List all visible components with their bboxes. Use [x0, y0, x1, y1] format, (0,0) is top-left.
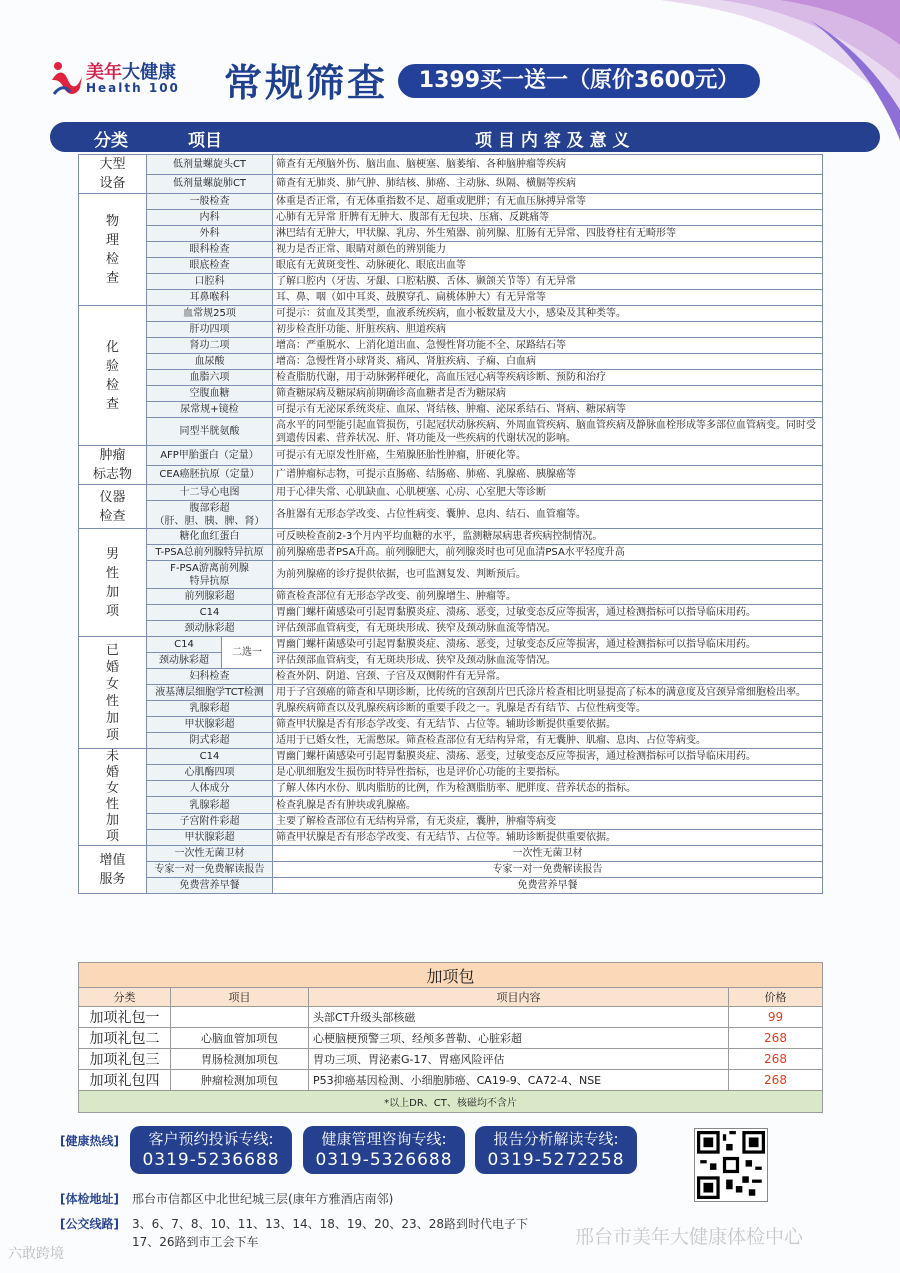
table-row — [79, 226, 823, 242]
category-unmarried-female: 未 婚 女 性 加 项 — [79, 749, 147, 846]
item-cell: C14 — [147, 637, 222, 653]
content-cell: 淋巴结有无肿大，甲状腺、乳房、外生殖器、前列腺、肛肠有无异常、四肢脊柱有无畸形等 — [273, 226, 823, 242]
content-cell: 增高：急慢性肾小球肾炎、痛风、肾脏疾病、子痫、白血病 — [273, 354, 823, 370]
table-row — [79, 653, 823, 669]
item-cell: 眼底检查 — [147, 258, 273, 274]
addon-note-row — [79, 1091, 823, 1113]
hotline-title: 客户预约投诉专线: — [148, 1130, 274, 1148]
item-cell: 耳鼻喉科 — [147, 290, 273, 306]
item-cell: 乳腺彩超 — [147, 797, 273, 813]
category-married-female: 已 婚 女 性 加 项 — [79, 637, 147, 749]
category-value-added: 增值 服务 — [79, 846, 147, 894]
item-cell: 专家一对一免费解读报告 — [147, 862, 273, 878]
content-cell: 前列腺癌患者PSA升高。前列腺肥大，前列腺炎时也可见血清PSA水平轻度升高 — [273, 545, 823, 561]
item-cell: 液基薄层细胞学TCT检测 — [147, 685, 273, 701]
table-row — [79, 386, 823, 402]
content-cell: 广谱肿瘤标志物，可提示直肠癌、结肠癌、肺癌、乳腺癌、胰腺癌等 — [273, 465, 823, 485]
addon-package: 加项礼包一 — [79, 1007, 171, 1028]
table-row — [79, 274, 823, 290]
content-cell: 免费营养早餐 — [273, 878, 823, 894]
hotline-title: 报告分析解读专线: — [493, 1130, 619, 1148]
content-cell: 检查乳腺是否有肿块或乳腺癌。 — [273, 797, 823, 813]
page-header — [48, 52, 878, 104]
item-cell: AFP甲胎蛋白（定量） — [147, 446, 273, 466]
table-row — [79, 155, 823, 175]
content-cell: 一次性无菌卫材 — [273, 846, 823, 862]
item-cell: 阴式彩超 — [147, 733, 273, 749]
item-cell: 颈动脉彩超 — [147, 621, 273, 637]
col-header-item: 项目 — [188, 131, 222, 151]
addon-item: 心脑血管加项包 — [171, 1028, 309, 1049]
content-cell: 用于子宫颈癌的筛查和早期诊断，比传统的宫颈刮片巴氏涂片检查相比明显提高了标本的满意度及宫颈异常细胞检出率。 — [273, 685, 823, 701]
bus-label: [公交线路] — [60, 1217, 119, 1231]
brand-logo — [48, 56, 198, 100]
item-cell: 甲状腺彩超 — [147, 829, 273, 845]
table-row — [79, 290, 823, 306]
item-cell: 腹部彩超 （肝、胆、胰、脾、肾） — [147, 501, 273, 529]
item-cell: 低剂量螺旋肺CT — [147, 174, 273, 194]
item-cell: 空腹血糖 — [147, 386, 273, 402]
item-cell: 尿常规+镜检 — [147, 402, 273, 418]
content-cell: 胃幽门螺杆菌感染可引起胃黏膜炎症、溃疡、恶变，过敏变态反应等损害，通过检测指标可以指导临床用药。 — [273, 637, 823, 653]
table-row — [79, 258, 823, 274]
hotline-number[interactable]: 0319-5272258 — [487, 1150, 625, 1170]
hotline-card[interactable] — [130, 1126, 292, 1174]
page-title: 常规筛查 — [224, 61, 389, 105]
content-cell: 各脏器有无形态学改变、占位性病变、囊肿、息肉、结石、血管瘤等。 — [273, 501, 823, 529]
table-row — [79, 402, 823, 418]
item-cell: 肝功四项 — [147, 322, 273, 338]
item-cell: 子宫附件彩超 — [147, 813, 273, 829]
content-cell: 是心肌细胞发生损伤时特异性指标，也是评价心功能的主要指标。 — [273, 765, 823, 781]
table-row — [79, 545, 823, 561]
content-cell: 耳、鼻、咽（如中耳炎、鼓膜穿孔、扁桃体肿大）有无异常等 — [273, 290, 823, 306]
table-row — [79, 829, 823, 845]
table-row — [79, 621, 823, 637]
item-cell: C14 — [147, 749, 273, 765]
content-cell: 评估颈部血管病变，有无斑块形成、狭窄及颈动脉血流等情况。 — [273, 621, 823, 637]
content-cell: 乳腺疾病筛查以及乳腺疾病诊断的重要手段之一。乳腺是否有结节、占位性病变等。 — [273, 701, 823, 717]
table-row — [79, 637, 823, 653]
table-row — [79, 685, 823, 701]
addon-content: 胃功三项、胃泌素G-17、胃癌风险评估 — [309, 1049, 729, 1070]
content-cell: 筛查糖尿病及糖尿病前期确诊高血糖者是否为糖尿病 — [273, 386, 823, 402]
addon-header-row — [79, 988, 823, 1007]
category-lab: 化 验 检 查 — [79, 306, 147, 446]
bus-line-2: 17、26路到市工会下车 — [132, 1235, 259, 1249]
addon-row — [79, 1007, 823, 1028]
hotline-number[interactable]: 0319-5326688 — [315, 1150, 453, 1170]
watermark-right: 邢台市美年大健康体检中心 — [575, 1226, 804, 1248]
content-cell: 检查外阴、阴道、宫颈、子宫及双侧附件有无异常。 — [273, 669, 823, 685]
item-cell: 血尿酸 — [147, 354, 273, 370]
category-physical: 物 理 检 查 — [79, 194, 147, 306]
category-male: 男 性 加 项 — [79, 529, 147, 637]
content-cell: 用于心律失常、心肌缺血、心肌梗塞、心房、心室肥大等诊断 — [273, 485, 823, 501]
table-row — [79, 418, 823, 446]
item-cell: F-PSA游离前列腺 特异抗原 — [147, 561, 273, 589]
table-row — [79, 701, 823, 717]
content-cell: 为前列腺癌的诊疗提供依据，也可监测复发、判断预后。 — [273, 561, 823, 589]
content-cell: 筛查检查部位有无形态学改变、前列腺增生、肿瘤等。 — [273, 589, 823, 605]
addon-price: 268 — [729, 1070, 823, 1091]
item-cell: 口腔科 — [147, 274, 273, 290]
addon-col-price: 价格 — [729, 988, 823, 1007]
content-cell: 筛查甲状腺是否有形态学改变、有无结节、占位等。辅助诊断提供重要依据。 — [273, 717, 823, 733]
address-text: 邢台市信都区中北世纪城三层(康年方雅酒店南邻) — [132, 1192, 394, 1206]
addon-col-item: 项目 — [171, 988, 309, 1007]
content-cell: 可提示有无原发性肝癌，生殖腺胚胎性肿瘤，肝硬化等。 — [273, 446, 823, 466]
table-row — [79, 862, 823, 878]
table-row — [79, 878, 823, 894]
addon-content: P53抑癌基因检测、小细胞肺癌、CA19-9、CA72-4、NSE — [309, 1070, 729, 1091]
item-cell: CEA癌胚抗原（定量） — [147, 465, 273, 485]
item-cell: 肾功二项 — [147, 338, 273, 354]
category-large-equipment: 大型 设备 — [79, 155, 147, 194]
addon-package: 加项礼包三 — [79, 1049, 171, 1070]
item-cell: 十二导心电图 — [147, 485, 273, 501]
item-cell: 内科 — [147, 210, 273, 226]
addon-row — [79, 1028, 823, 1049]
addon-price: 99 — [729, 1007, 823, 1028]
table-row — [79, 210, 823, 226]
item-cell: 血常规25项 — [147, 306, 273, 322]
item-cell: 眼科检查 — [147, 242, 273, 258]
item-cell: 心肌酶四项 — [147, 765, 273, 781]
content-cell: 检查脂肪代谢，用于动脉粥样硬化，高血压冠心病等疾病诊断、预防和治疗 — [273, 370, 823, 386]
table-row — [79, 242, 823, 258]
content-cell: 眼底有无黄斑变性、动脉硬化、眼底出血等 — [273, 258, 823, 274]
screening-table — [78, 154, 823, 894]
table-row — [79, 529, 823, 545]
addon-content: 心梗脑梗预警三项、经颅多普勒、心脏彩超 — [309, 1028, 729, 1049]
addon-package-table — [78, 962, 823, 1113]
category-instrument: 仪器 检查 — [79, 485, 147, 529]
content-cell: 可提示：贫血及其类型，血液系统疾病，血小板数量及大小，感染及其种类等。 — [273, 306, 823, 322]
content-cell: 专家一对一免费解读报告 — [273, 862, 823, 878]
table-row — [79, 717, 823, 733]
item-cell: C14 — [147, 605, 273, 621]
hotline-label: [健康热线] — [60, 1134, 119, 1148]
table-row — [79, 781, 823, 797]
item-cell: 一次性无菌卫材 — [147, 846, 273, 862]
addon-row — [79, 1049, 823, 1070]
table-row — [79, 485, 823, 501]
item-cell: T-PSA总前列腺特异抗原 — [147, 545, 273, 561]
addon-package: 加项礼包四 — [79, 1070, 171, 1091]
addon-item: 胃肠检测加项包 — [171, 1049, 309, 1070]
category-tumor-markers: 肿瘤 标志物 — [79, 446, 147, 485]
health-100-logo-icon — [48, 58, 84, 98]
table-row — [79, 194, 823, 210]
col-header-content: 项 目 内 容 及 意 义 — [475, 131, 630, 151]
table-row — [79, 733, 823, 749]
table-row — [79, 749, 823, 765]
item-cell: 外科 — [147, 226, 273, 242]
addon-title: 加项包 — [79, 963, 823, 988]
choose-one-label: 二选一 — [222, 637, 273, 669]
item-cell: 血脂六项 — [147, 370, 273, 386]
table-row — [79, 174, 823, 194]
table-row — [79, 465, 823, 485]
addon-package: 加项礼包二 — [79, 1028, 171, 1049]
table-row — [79, 813, 823, 829]
content-cell: 增高：严重脱水、上消化道出血、急慢性肾功能不全、尿路结石等 — [273, 338, 823, 354]
col-header-category: 分类 — [94, 131, 128, 151]
content-cell: 筛查甲状腺是否有形态学改变、有无结节、占位等。辅助诊断提供重要依据。 — [273, 829, 823, 845]
item-cell: 前列腺彩超 — [147, 589, 273, 605]
addon-item: 肿瘤检测加项包 — [171, 1070, 309, 1091]
table-row — [79, 370, 823, 386]
hotline-number[interactable]: 0319-5236688 — [142, 1150, 280, 1170]
table-header-bar — [50, 122, 880, 152]
item-cell: 颈动脉彩超 — [147, 653, 222, 669]
item-cell: 糖化血红蛋白 — [147, 529, 273, 545]
table-row — [79, 354, 823, 370]
addon-note: *以上DR、CT、核磁均不含片 — [79, 1091, 823, 1113]
addon-content: 头部CT升级头部核磁 — [309, 1007, 729, 1028]
table-row — [79, 589, 823, 605]
table-row — [79, 846, 823, 862]
addon-title-row — [79, 963, 823, 988]
addon-col-content: 项目内容 — [309, 988, 729, 1007]
addon-col-category: 分类 — [79, 988, 171, 1007]
item-cell: 乳腺彩超 — [147, 701, 273, 717]
qr-code-icon[interactable] — [694, 1128, 768, 1202]
table-row — [79, 338, 823, 354]
addon-price: 268 — [729, 1028, 823, 1049]
content-cell: 了解人体内水份、肌肉脂肪的比例，作为检测脂肪率、肥胖度、营养状态的指标。 — [273, 781, 823, 797]
logo-text-cn: 美年大健康 — [86, 62, 176, 83]
address-label: [体检地址] — [60, 1192, 119, 1206]
item-cell: 低剂量螺旋头CT — [147, 155, 273, 175]
content-cell: 高水平的同型能引起血管损伤，引起冠状动脉疾病、外周血管疾病、脑血管疾病及静脉血栓形成等多部位血管病变。同时受到遗传因素、营养状况、肝、肾功能及一些疾病的代谢状况的影响。 — [273, 418, 823, 446]
content-cell: 初步检查肝功能、肝脏疾病、胆道疾病 — [273, 322, 823, 338]
addon-item — [171, 1007, 309, 1028]
hotline-card[interactable] — [303, 1126, 465, 1174]
table-row — [79, 446, 823, 466]
content-cell: 胃幽门螺杆菌感染可引起胃黏膜炎症、溃疡、恶变，过敏变态反应等损害，通过检测指标可以指导临床用药。 — [273, 749, 823, 765]
content-cell: 主要了解检查部位有无结构异常，有无炎症，囊肿，肿瘤等病变 — [273, 813, 823, 829]
content-cell: 心肺有无异常 肝脾有无肿大、腹部有无包块、压痛、反跳痛等 — [273, 210, 823, 226]
content-cell: 适用于已婚女性，无需憋尿。筛查检查部位有无结构异常，有无囊肿、肌瘤、息肉、占位等病变。 — [273, 733, 823, 749]
content-cell: 评估颈部血管病变，有无斑块形成、狭窄及颈动脉血流等情况。 — [273, 653, 823, 669]
table-row — [79, 669, 823, 685]
hotline-title: 健康管理咨询专线: — [321, 1130, 447, 1148]
hotline-card[interactable] — [475, 1126, 637, 1174]
content-cell: 可反映检查前2-3个月内平均血糖的水平，监测糖尿病患者疾病控制情况。 — [273, 529, 823, 545]
item-cell: 免费营养早餐 — [147, 878, 273, 894]
qr-code-graphic — [697, 1131, 765, 1199]
item-cell: 一般检查 — [147, 194, 273, 210]
content-cell: 体重是否正常，有无体重指数不足、超重或肥胖；有无血压脉搏异常等 — [273, 194, 823, 210]
content-cell: 筛查有无颅脑外伤、脑出血、脑梗塞、脑萎缩、各种脑肿瘤等疾病 — [273, 155, 823, 175]
table-row — [79, 306, 823, 322]
content-cell: 可提示有无泌尿系统炎症、血尿、肾结核、肿瘤、泌尿系结石、肾病、糖尿病等 — [273, 402, 823, 418]
table-row — [79, 605, 823, 621]
watermark-left: 六敢跨境 — [8, 1246, 64, 1262]
table-row — [79, 322, 823, 338]
content-cell: 胃幽门螺杆菌感染可引起胃黏膜炎症、溃疡、恶变，过敏变态反应等损害，通过检测指标可以指导临床用药。 — [273, 605, 823, 621]
addon-price: 268 — [729, 1049, 823, 1070]
content-cell: 了解口腔内（牙齿、牙龈、口腔粘膜、舌体、颞颌关节等）有无异常 — [273, 274, 823, 290]
table-row — [79, 765, 823, 781]
bus-line-1: 3、6、7、8、10、11、13、14、18、19、20、23、28路到时代电子下 — [132, 1217, 528, 1231]
table-row — [79, 501, 823, 529]
item-cell: 同型半胱氨酸 — [147, 418, 273, 446]
content-cell: 视力是否正常、眼睛对颜色的辨别能力 — [273, 242, 823, 258]
logo-text-en: Health 100 — [86, 81, 180, 95]
item-cell: 妇科检查 — [147, 669, 273, 685]
item-cell: 人体成分 — [147, 781, 273, 797]
content-cell: 筛查有无肺炎、肺气肿、肺结核、肺癌、主动脉、纵隔、横膈等疾病 — [273, 174, 823, 194]
table-row — [79, 561, 823, 589]
addon-row — [79, 1070, 823, 1091]
promo-badge: 1399买一送一（原价3600元） — [398, 64, 760, 98]
table-row — [79, 797, 823, 813]
item-cell: 甲状腺彩超 — [147, 717, 273, 733]
